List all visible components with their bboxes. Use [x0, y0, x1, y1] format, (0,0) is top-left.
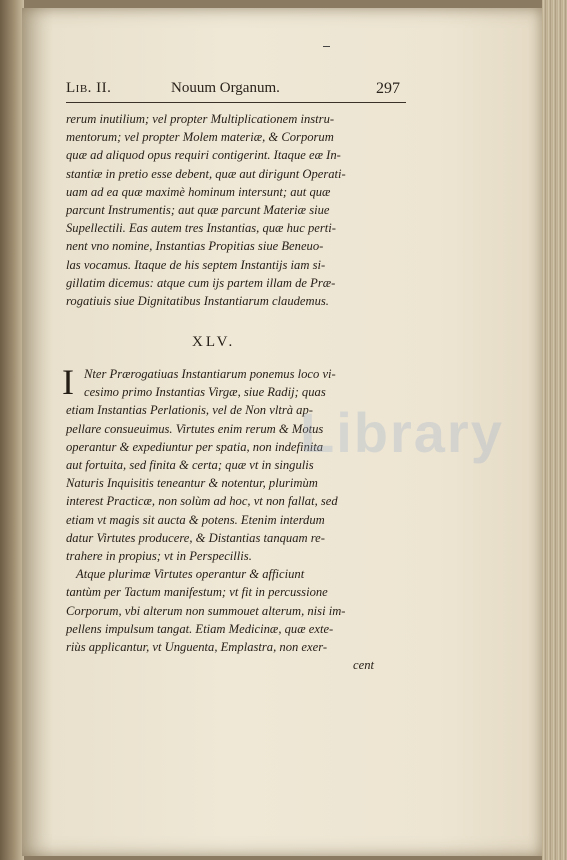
text-line: riùs applicantur, vt Unguenta, Emplastra, non exer- — [66, 640, 328, 655]
text-line: interest Practicæ, non solùm ad hoc, vt non fallat, sed — [66, 494, 338, 509]
text-line: stantiæ in pretio esse debent, quæ aut dirigunt Operati- — [66, 166, 346, 181]
text-line: rogatiuis siue Dignitatibus Instantiarum claudemus. — [66, 294, 329, 309]
book-label: Lib. II. — [66, 80, 112, 96]
text-line: nent vno nomine, Instantias Propitias siue Beneuo- — [66, 239, 324, 254]
text-line: gillatim dicemus: atque cum ijs partem illam de Præ- — [66, 275, 336, 290]
section-heading: XLV. — [192, 334, 236, 350]
library-watermark: Library — [300, 401, 504, 464]
text-line: etiam vt magis sit aucta & potens. Etenim interdum — [66, 512, 325, 527]
text-line: Nter Prærogatiuas Instantiarum ponemus loco vi- — [84, 367, 336, 381]
text-line: parcunt Instrumentis; aut quæ parcunt Materiæ siue — [66, 203, 330, 218]
text-line: mentorum; vel propter Molem materiæ, & Corporum — [66, 130, 334, 145]
text-line: Supellectili. Eas autem tres Instantias, quæ huc perti- — [66, 221, 336, 236]
text-line: Naturis Inquisitis teneantur & notentur, plurimùm — [66, 476, 318, 491]
text-line: tantùm per Tactum manifestum; vt fit in percussione — [66, 585, 328, 600]
book-gutter — [0, 0, 24, 860]
running-header — [66, 78, 406, 103]
text-line: pellens impulsum tangat. Etiam Medicinæ, quæ exte- — [66, 621, 334, 636]
text-line: trahere in propius; vt in Perspecillis. — [66, 549, 252, 564]
catchword: cent — [353, 658, 374, 673]
drop-capital: I — [62, 362, 74, 402]
text-line: cesimo primo Instantias Virgæ, siue Radij; quas — [84, 385, 326, 400]
text-line: Atque plurimæ Virtutes operantur & afficiunt — [76, 567, 305, 582]
top-mark — [323, 46, 330, 47]
text-line: uam ad ea quæ maximè hominum intersunt; aut quæ — [66, 184, 331, 199]
page-number: 297 — [376, 80, 400, 97]
text-line: datur Virtutes producere, & Distantias tanquam re- — [66, 530, 325, 545]
text-line: Corporum, vbi alterum non summouet alterum, nisi im- — [66, 603, 346, 618]
text-line: operantur & expediuntur per spatia, non indefinita — [66, 439, 324, 454]
text-line: quæ ad aliquod opus requiri contigerint. Itaque eæ In- — [66, 148, 341, 163]
text-line: etiam Instantias Perlationis, vel de Non vltrà ap- — [66, 403, 313, 418]
text-line: pellare consueuimus. Virtutes enim rerum & Motus — [66, 421, 324, 436]
text-block-continuation — [66, 110, 374, 310]
page-edges — [542, 0, 567, 860]
work-title: Nouum Organum. — [171, 80, 280, 96]
text-line: rerum inutilium; vel propter Multiplicationem instru- — [66, 112, 335, 126]
text-line: aut fortuita, sed finita & certa; quæ vt in singulis — [66, 458, 314, 473]
text-line: las vocamus. Itaque de his septem Instantijs iam si- — [66, 257, 326, 272]
